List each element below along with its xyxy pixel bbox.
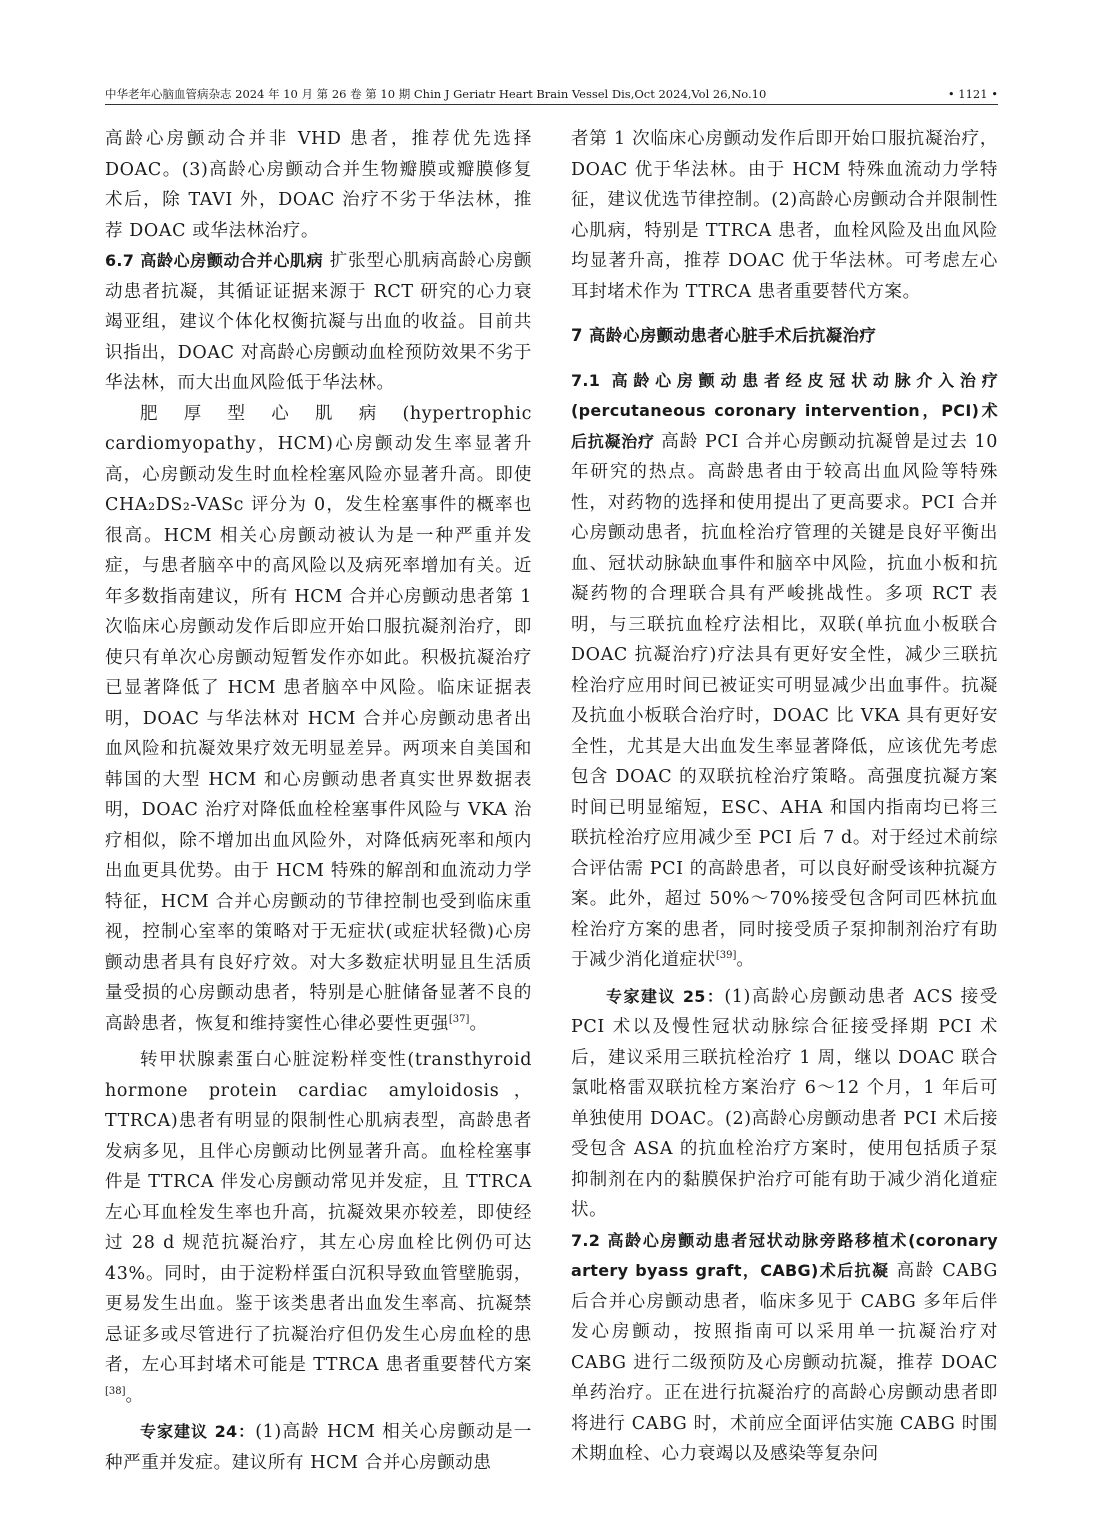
paragraph: 高龄心房颤动合并非 VHD 患者，推荐优先选择 DOAC。(3)高龄心房颤动合并生物瓣膜或瓣膜修复术后，除 TAVI 外，DOAC 治疗不劣于华法林，推荐 DOAC 或华法林治疗。 bbox=[105, 129, 532, 241]
paragraph-text: 肥厚型心肌病(hypertrophic cardiomyopathy，HCM)心房颤动发生率显著升高，心房颤动发生时血栓栓塞风险亦显著升高。即使 CHA₂DS₂-VASc 评分为 0，发生栓塞事件的概率也很高。HCM 相关心房颤动被认为是一种严重并发症，与患者脑卒中的高风险以及病死率增加有关。近年多数指南建议，所有 HCM 合并心房颤动患者第 1 次临床心房颤动发作后即应开始口服抗凝剂治疗，即使只有单次心房颤动短暂发作亦如此。积极抗凝治疗已显著降低了 HCM 患者脑卒中风险。临床证据表明，DOAC 与华法林对 HCM 合并心房颤动患者出血风险和抗凝效果疗效无明显差异。两项来自美国和韩国的大型 HCM 和心房颤动患者真实世界数据表明，DOAC 治疗对降低血栓栓塞事件风险与 VKA 治疗相似，除不增加出血风险外，对降低病死率和颅内出血更具优势。由于 HCM 特殊的解剖和血流动力学特征，HCM 合并心房颤动的节律控制也受到临床重视，控制心室率的策略对于无症状(或症状轻微)心房颤动患者具有良好疗效。对大多数症状明显且生活质量受损的心房颤动患者，特别是心脏储备显著不良的高龄患者，恢复和维持窦性心律必要性更强 bbox=[105, 403, 532, 1034]
expert-recommendation-24 bbox=[105, 1417, 532, 1478]
citation-ref: [39] bbox=[715, 950, 737, 962]
section-7-2 bbox=[571, 1226, 998, 1470]
section-text: 高龄 CABG 后合并心房颤动患者，临床多见于 CABG 多年后伴发心房颤动，按照指南可以采用单一抗凝治疗对 CABG 进行二级预防及心房颤动抗凝，推荐 DOAC 单药治疗。正在进行抗凝治疗的高龄心房颤动患者即将进行 CABG 时，术前应全面评估实施 CABG 时围术期血栓、心力衰竭以及感染等复杂问 bbox=[571, 1261, 998, 1464]
journal-citation: 中华老年心脑血管病杂志 2024 年 10 月 第 26 卷 第 10 期 Chin J Geriatr Heart Brain Vessel Dis,Oct 2024,Vol 26,No.10 bbox=[105, 87, 767, 101]
paragraph: 者第 1 次临床心房颤动发作后即开始口服抗凝治疗，DOAC 优于华法林。由于 HCM 特殊血流动力学特征，建议优选节律控制。(2)高龄心房颤动合并限制性心肌病，特别是 TTRCA 患者，血栓风险及出血风险均显著升高，推荐 DOAC 优于华法林。可考虑左心耳封堵术作为 TTRCA 患者重要替代方案。 bbox=[571, 129, 998, 302]
expert-recommendation-25 bbox=[571, 982, 998, 1226]
page-number: • 1121 • bbox=[947, 87, 998, 101]
section-text: 扩张型心肌病高龄心房颤动患者抗凝，其循证证据来源于 RCT 研究的心力衰竭亚组，建议个体化权衡抗凝与出血的收益。目前共识指出，DOAC 对高龄心房颤动血栓预防效果不劣于华法林，而大出血风险低于华法林。 bbox=[105, 251, 532, 393]
recommendation-text: (1)高龄 HCM 相关心房颤动是一种严重并发症。建议所有 HCM 合并心房颤动患 bbox=[105, 1422, 532, 1473]
sentence-end: 。 bbox=[469, 1013, 488, 1034]
recommendation-text: (1)高龄心房颤动患者 ACS 接受 PCI 术以及慢性冠状动脉综合征接受择期 PCI 术后，建议采用三联抗栓治疗 1 周，继以 DOAC 联合氯吡格雷双联抗栓方案治疗 6～12 个月，1 年后可单独使用 DOAC。(2)高龄心房颤动患者 PCI 术后接受包含 ASA 的抗血栓治疗方案时，使用包括质子泵抑制剂在内的黏膜保护治疗可能有助于减少消化道症状。 bbox=[571, 986, 998, 1220]
sentence-end: 。 bbox=[736, 950, 755, 970]
sentence-end: 。 bbox=[125, 1385, 144, 1406]
paragraph-hcm bbox=[105, 399, 532, 1040]
section-6-7 bbox=[105, 246, 532, 399]
left-column bbox=[105, 124, 532, 1473]
section-heading: 7.2 高龄心房颤动患者冠状动脉旁路移植术(coronary artery byass graft，CABG)术后抗凝 bbox=[571, 1230, 998, 1280]
section-heading: 6.7 高龄心房颤动合并心肌病 bbox=[105, 251, 324, 270]
section-7-1 bbox=[571, 366, 998, 976]
paragraph-ttrca bbox=[105, 1045, 532, 1411]
citation-ref: [38] bbox=[105, 1385, 126, 1397]
recommendation-label: 专家建议 25： bbox=[606, 986, 725, 1006]
section-7-heading: 7 高龄心房颤动患者心脏手术后抗凝治疗 bbox=[571, 326, 877, 345]
recommendation-label: 专家建议 24： bbox=[140, 1422, 256, 1441]
citation-ref: [37] bbox=[448, 1013, 470, 1025]
section-heading: 7.1 高龄心房颤动患者经皮冠状动脉介入治疗(percutaneous coronary intervention，PCI)术后抗凝治疗 bbox=[571, 370, 998, 451]
paragraph-text: 转甲状腺素蛋白心脏淀粉样变性(transthyroid hormone protein cardiac amyloidosis，TTRCA)患者有明显的限制性心肌病表型，高龄患者发病多见，且伴心房颤动比例显著升高。血栓栓塞事件是 TTRCA 伴发心房颤动常见并发症，且 TTRCA 左心耳血栓发生率也升高，抗凝效果亦较差，即使经过 28 d 规范抗凝治疗，其左心房血栓比例仍可达 43%。同时，由于淀粉样蛋白沉积导致血管壁脆弱，更易发生出血。鉴于该类患者出血发生率高、抗凝禁忌证多或尽管进行了抗凝治疗但仍发生心房血栓的患者，左心耳封堵术可能是 TTRCA 患者重要替代方案 bbox=[105, 1050, 532, 1375]
right-column bbox=[571, 124, 998, 1464]
running-header bbox=[105, 84, 998, 105]
section-text: 高龄 PCI 合并心房颤动抗凝曾是过去 10 年研究的热点。高龄患者由于较高出血风险等特殊性，对药物的选择和使用提出了更高要求。PCI 合并心房颤动患者，抗血栓治疗管理的关键是良好平衡出血、冠状动脉缺血事件和脑卒中风险，抗血小板和抗凝药物的合理联合具有严峻挑战性。多项 RCT 表明，与三联抗血栓疗法相比，双联(单抗血小板联合 DOAC 抗凝治疗)疗法具有更好安全性，减少三联抗栓治疗应用时间已被证实可明显减少出血事件。抗凝及抗血小板联合治疗时，DOAC 比 VKA 具有更好安全性，尤其是大出血发生率显著降低，应该优先考虑包含 DOAC 的双联抗栓治疗策略。高强度抗凝方案时间已明显缩短，ESC、AHA 和国内指南均已将三联抗栓治疗应用减少至 PCI 后 7 d。对于经过术前综合评估需 PCI 的高龄患者，可以良好耐受该种抗凝方案。此外，超过 50%～70%接受包含阿司匹林抗血栓治疗方案的患者，同时接受质子泵抑制剂治疗有助于减少消化道症状 bbox=[571, 431, 998, 970]
